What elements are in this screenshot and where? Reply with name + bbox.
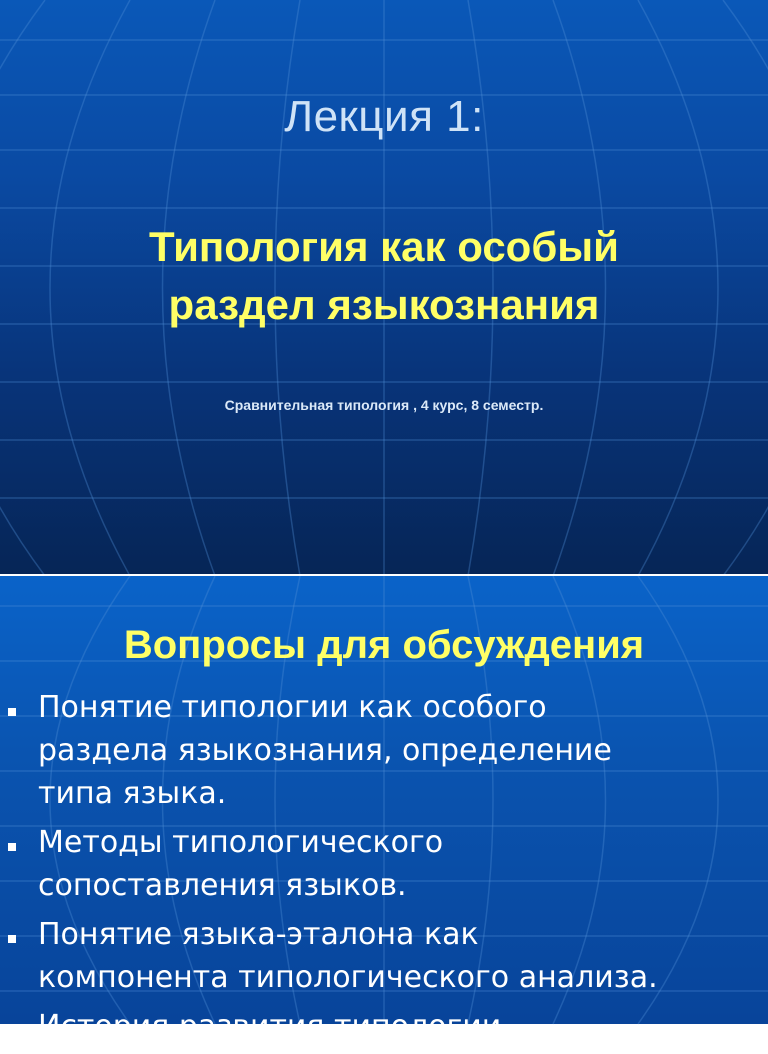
list-item (0, 1005, 768, 1048)
main-title-line-2: раздел языкознания (168, 281, 600, 328)
list-item (0, 686, 768, 815)
list-item-line: компонента типологического анализа. (38, 960, 658, 995)
slide-main-title (40, 218, 728, 334)
lecture-title: Лекция 1: (284, 92, 484, 141)
square-bullet-icon (8, 708, 16, 716)
question-list (0, 686, 768, 1054)
list-item-line: сопоставления языков. (38, 868, 407, 903)
list-item-line: Понятие типологии как особого (38, 690, 547, 725)
list-item-line: раздела языкознания, определение (38, 733, 612, 768)
slide-divider (0, 574, 768, 576)
list-item (0, 913, 768, 999)
slide-discussion-questions (0, 576, 768, 1044)
square-bullet-icon (8, 843, 16, 851)
course-subtitle: Сравнительная типология , 4 курс, 8 семестр. (224, 397, 544, 413)
main-title-line-1: Типология как особый (149, 223, 619, 270)
list-item (0, 821, 768, 907)
list-item-line: типа языка. (38, 776, 227, 811)
list-item-line: Методы типологического (38, 825, 444, 860)
square-bullet-icon (8, 935, 16, 943)
list-item-line: История развития типологии (38, 1009, 502, 1044)
list-item-line: Понятие языка-эталона как (38, 917, 479, 952)
square-bullet-icon (8, 1027, 16, 1035)
discussion-heading: Вопросы для обсуждения (123, 623, 645, 667)
